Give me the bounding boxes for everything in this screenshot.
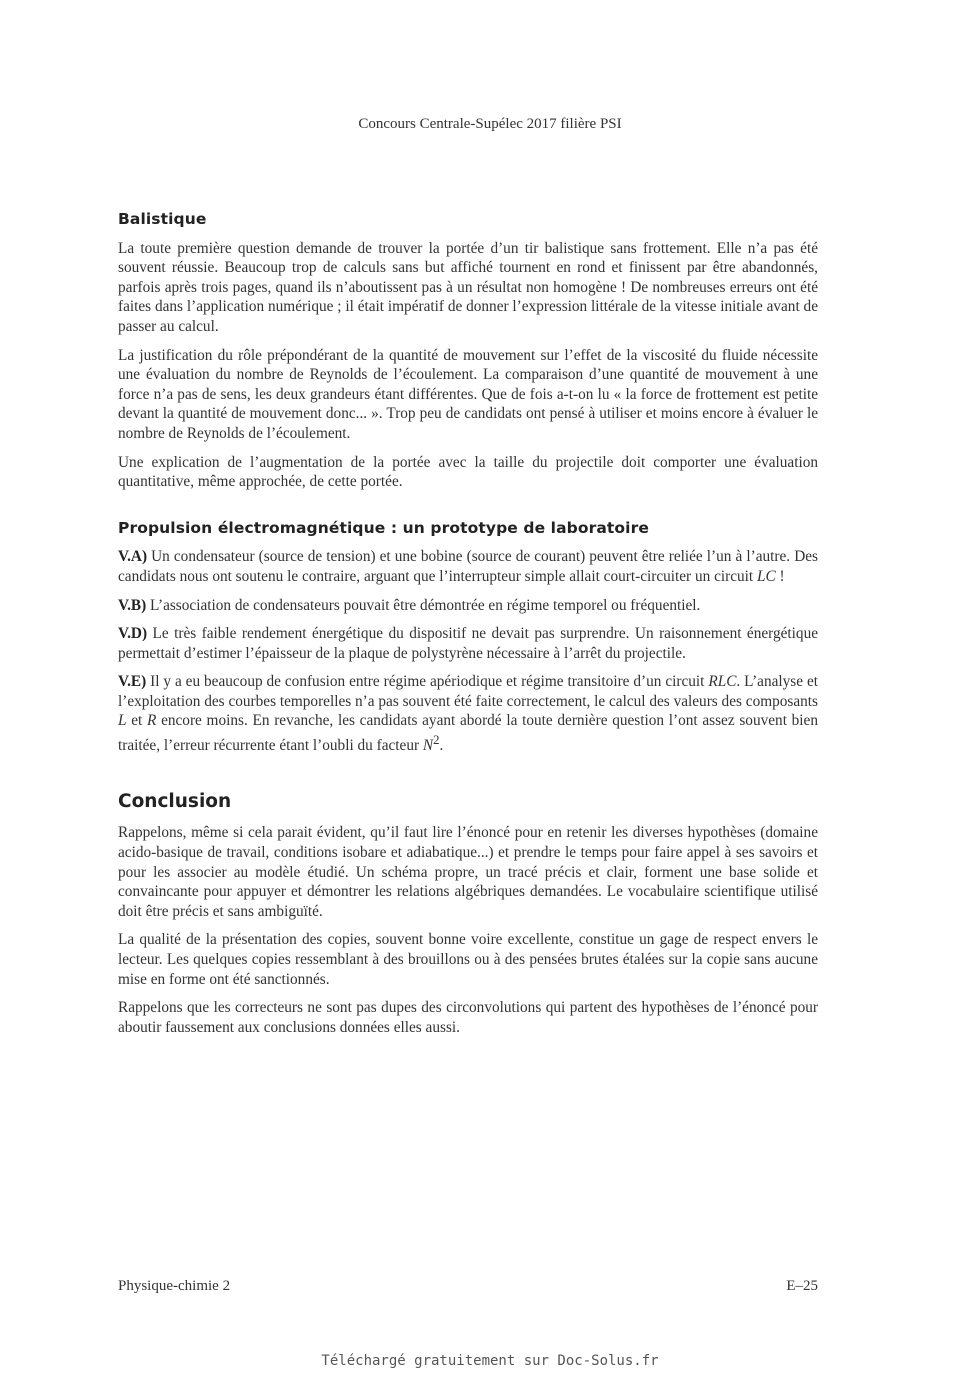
math-expression: R [147, 712, 157, 730]
question-paragraph-vb [118, 596, 818, 616]
question-text: . L’analyse et l’exploitation des courbes temporelles n’a pas souvent été faite correctement, le calcul des valeurs des composants [118, 673, 819, 710]
subsection-title-propulsion: Propulsion électromagnétique : un prototype de laboratoire [118, 518, 649, 537]
paragraph: Rappelons, même si cela parait évident, qu’il faut lire l’énoncé pour en retenir les diverses hypothèses (domaine acido-basique de travail, conditions isobare et adiabatique...) et prendre le temps pour faire appel à ses savoirs et pour les associer au modèle étudié. Un schéma propre, un tracé précis et clair, forment une base solide et convaincante pour appuyer et démontrer les relations algébriques demandées. Le vocabulaire scientifique utilisé doit être précis et sans ambiguïté. [118, 824, 818, 920]
question-label: V.B) [118, 596, 147, 614]
paragraph: Rappelons que les correcteurs ne sont pas dupes des circonvolutions qui partent des hypothèses de l’énoncé pour aboutir faussement aux conclusions données elles aussi. [118, 999, 818, 1036]
footer-subject: Physique-chimie 2 [118, 1278, 231, 1294]
math-expression: N [422, 737, 434, 755]
paragraph: La qualité de la présentation des copies, souvent bonne voire excellente, constitue un gage de respect envers le lecteur. Les quelques copies ressemblant à des brouillons ou à des pensées brutes étalées sur la copie sans aucune mise en forme ont été sanctionnés. [118, 931, 818, 988]
paragraph: La toute première question demande de trouver la portée d’un tir balistique sans frottement. Elle n’a pas été souvent réussie. Beaucoup trop de calculs sans but affiché tournent en rond et finissent par être abandonnés, parfois après trois pages, quand ils n’aboutissent pas à un résultat non homogène ! De nombreuses erreurs ont été faites dans l’application numérique ; il était impératif de donner l’expression littérale de la vitesse initiale avant de passer au calcul. [118, 239, 818, 335]
running-header: Concours Centrale-Supélec 2017 filière PSI [358, 116, 622, 132]
question-text-end: ! [775, 567, 785, 585]
question-paragraph-vd [118, 624, 818, 663]
question-text: Le très faible rendement énergétique du dispositif ne devait pas surprendre. Un raisonnement énergétique permettait d’estimer l’épaisseur de la plaque de polystyrène nécessaire à l’arrêt du projectile. [118, 625, 819, 662]
question-text: encore moins. En revanche, les candidats ayant abordé la toute dernière question l’ont assez souvent bien traitée, l’erreur récurrente étant l’oubli du facteur [118, 712, 818, 755]
question-label: V.E) [118, 673, 147, 691]
paragraph: La justification du rôle prépondérant de la quantité de mouvement sur l’effet de la viscosité du fluide nécessite une évaluation du nombre de Reynolds de l’écoulement. La comparaison d’une quantité de mouvement à une force n’a pas de sens, les deux grandeurs étant différentes. Que de fois a-t-on lu « la force de frottement est petite devant la quantité de mouvement donc... ». Trop peu de candidats ont pensé à utiliser et moins encore à évaluer le nombre de Reynolds de l’écoulement. [118, 346, 818, 442]
section-title-conclusion: Conclusion [118, 790, 232, 812]
math-expression: L [118, 712, 127, 730]
question-text: Il y a eu beaucoup de confusion entre régime apériodique et régime transitoire d’un circuit [150, 673, 705, 691]
subsection-title-balistique: Balistique [118, 210, 207, 228]
question-paragraph-ve [118, 672, 818, 755]
question-text: et [131, 712, 143, 730]
math-exponent: 2 [433, 733, 440, 748]
math-expression: RLC [708, 673, 737, 691]
question-label: V.A) [118, 548, 148, 566]
question-text: L’association de condensateurs pouvait être démontrée en régime temporel ou fréquentiel. [150, 596, 701, 614]
paragraph: Une explication de l’augmentation de la portée avec la taille du projectile doit comporter une évaluation quantitative, même approchée, de cette portée. [118, 453, 818, 491]
question-text-end: . [439, 737, 444, 755]
question-label: V.D) [118, 625, 148, 643]
page-body [118, 210, 818, 1046]
question-paragraph-va [118, 547, 818, 586]
question-text: Un condensateur (source de tension) et une bobine (source de courant) peuvent être reliée l’un à l’autre. Des candidats nous ont soutenu le contraire, arguant que l’interrupteur simple allait court-circuiter un circuit [118, 548, 818, 585]
math-expression: LC [757, 567, 776, 585]
download-watermark: Téléchargé gratuitement sur Doc-Solus.fr [321, 1353, 659, 1369]
footer-page-number: E–25 [786, 1278, 818, 1294]
